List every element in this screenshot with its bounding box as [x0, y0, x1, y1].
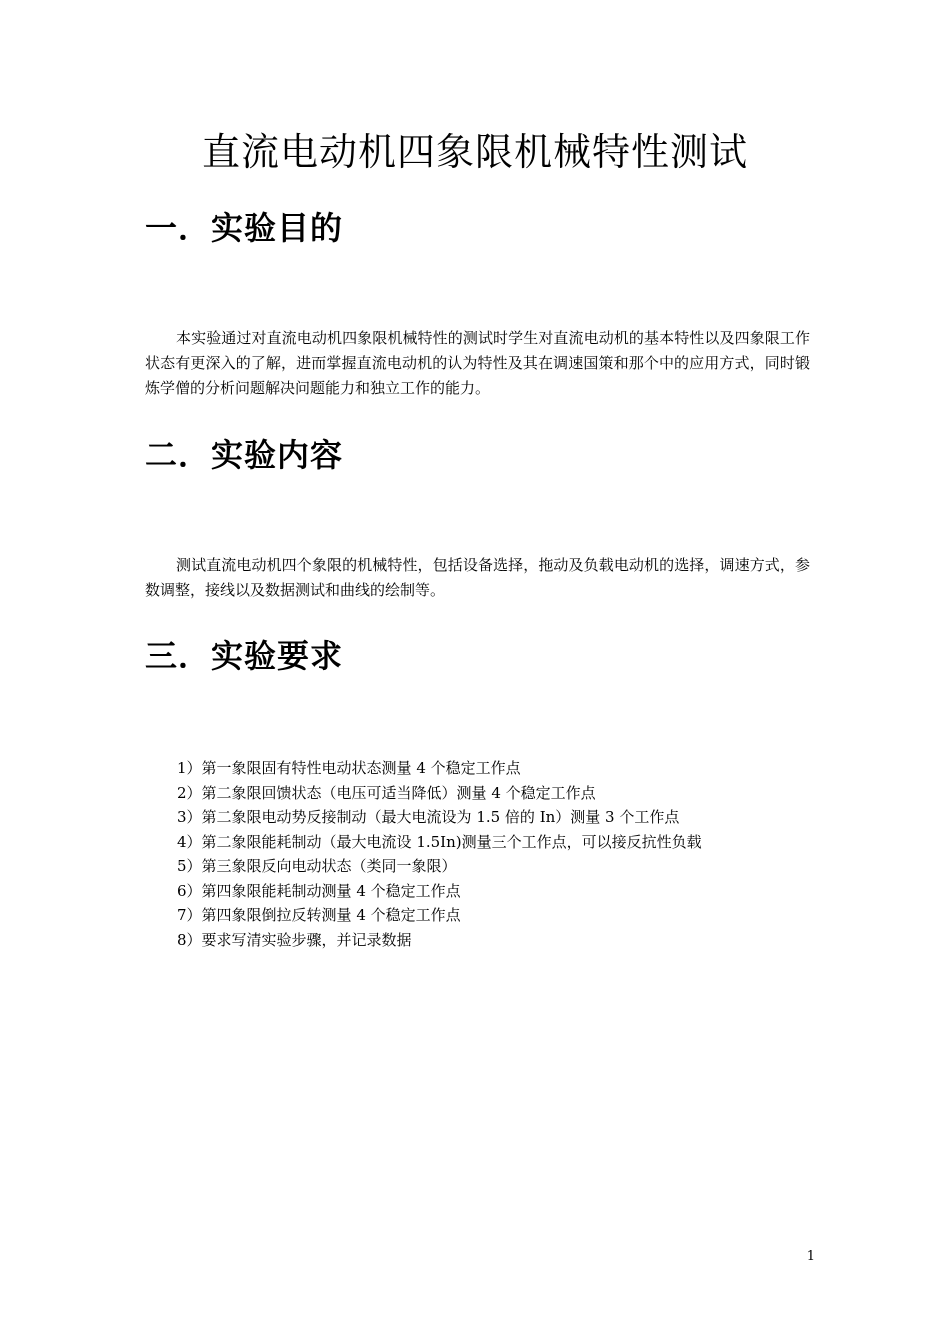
page-number: 1 [806, 1249, 815, 1264]
document-title: 直流电动机四象限机械特性测试 [201, 130, 748, 174]
list-item: 6）第四象限能耗制动测量 4 个稳定工作点 [177, 881, 461, 900]
list-item: 5）第三象限反向电动状态（类同一象限） [177, 857, 457, 875]
list-item: 2）第二象限回馈状态（电压可适当降低）测量 4 个稳定工作点 [177, 783, 596, 802]
list-item: 7）第四象限倒拉反转测量 4 个稳定工作点 [177, 906, 461, 924]
list-item: 3）第二象限电动势反接制动（最大电流设为 1.5 倍的 In）测量 3 个工作点 [177, 808, 680, 826]
requirements-list [177, 756, 702, 952]
list-item: 4）第二象限能耗制动（最大电流设 1.5In)测量三个工作点，可以接反抗性负载 [177, 832, 702, 851]
section-heading-requirements: 三．实验要求 [145, 637, 344, 675]
section-body-content: 测试直流电动机四个象限的机械特性，包括设备选择，拖动及负载电动机的选择，调速方式，参数调整，接线以及数据测试和曲线的绘制等。 [145, 556, 810, 599]
section-body-purpose: 本实验通过对直流电动机四象限机械特性的测试时学生对直流电动机的基本特性以及四象限工作状态有更深入的了解，进而掌握直流电动机的认为特性及其在调速国策和那个中的应用方式，同时锻炼学僧的分析问题解决问题能力和独立工作的能力。 [145, 329, 810, 397]
section-heading-content: 二．实验内容 [145, 436, 344, 474]
section-heading-purpose: 一．实验目的 [145, 209, 344, 247]
list-item: 1）第一象限固有特性电动状态测量 4 个稳定工作点 [177, 759, 521, 777]
list-item: 8）要求写清实验步骤，并记录数据 [177, 930, 412, 949]
